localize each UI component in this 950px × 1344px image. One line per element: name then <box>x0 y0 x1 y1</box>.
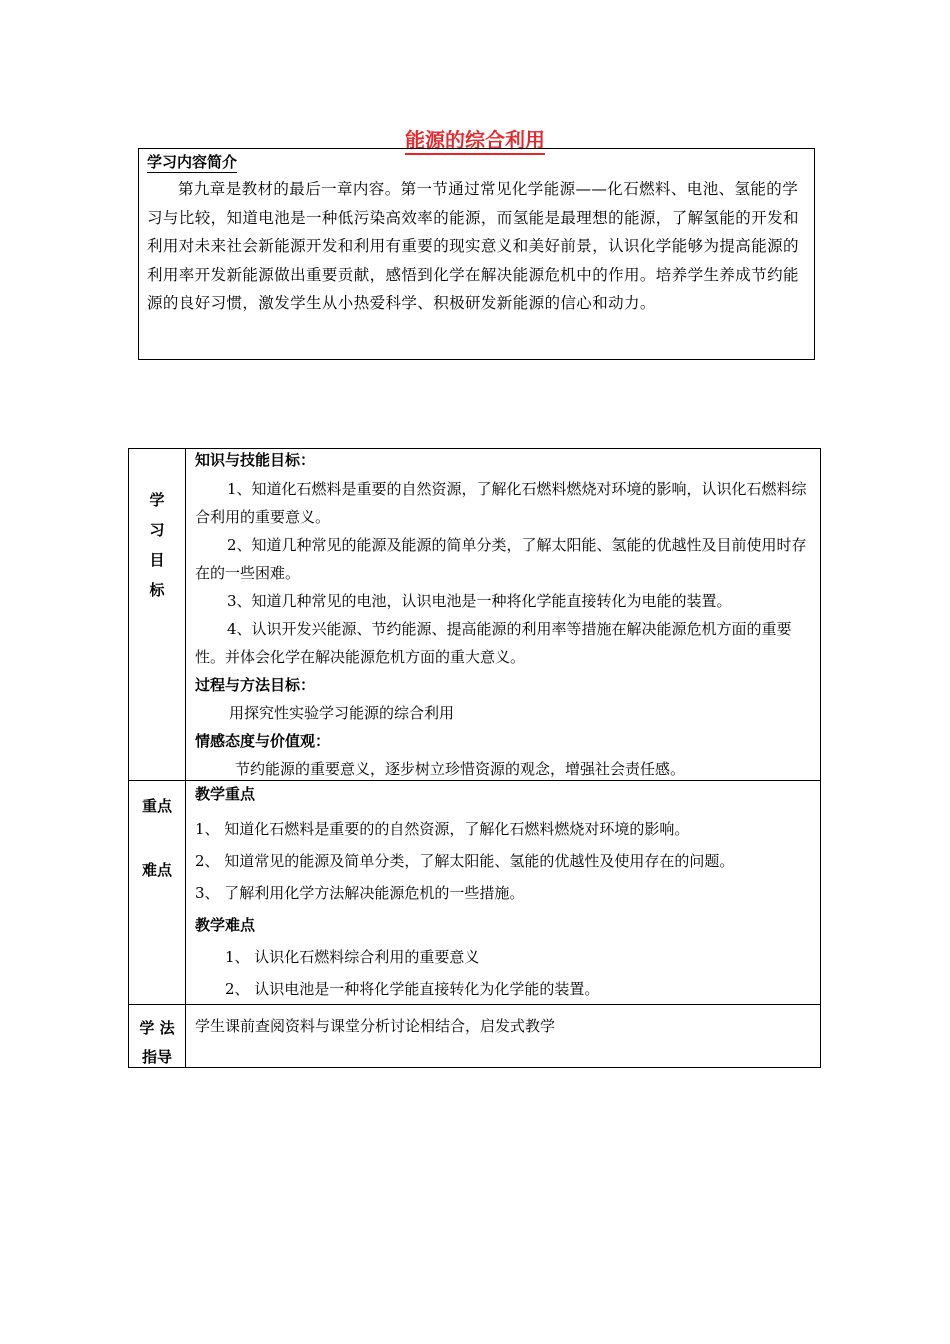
emotion-heading: 情感态度与价值观： <box>195 732 331 750</box>
process-text: 用探究性实验学习能源的综合利用 <box>229 704 455 722</box>
difficulty-item: 2、 认识电池是一种将化学能直接转化为化学能的装置。 <box>225 980 600 998</box>
focus-item: 1、 知道化石燃料是重要的的自然资源，了解化石燃料燃烧对环境的影响。 <box>195 820 690 838</box>
focus-heading: 教学重点 <box>195 785 256 803</box>
goal-item: 4、认识开发兴能源、节约能源、提高能源的利用率等措施在解决能源危机方面的重要性。并体会化学在解决能源危机方面的重大意义。 <box>195 620 792 666</box>
keypoints-label-top: 重点 <box>141 797 172 815</box>
intro-body: 第九章是教材的最后一章内容。第一节通过常见化学能源——化石燃料、电池、氢能的学习与比较，知道电池是一种低污染高效率的能源，而氢能是最理想的能源，了解氢能的开发和利用对未来社会新能源开发和利用有重要的现实意义和美好前景，认识化学能够为提高能源的利用率开发新能源做出重要贡献，感悟到化学在解决能源危机中的作用。培养学生养成节约能源的良好习惯，激发学生从小热爱科学、积极研发新能源的信心和动力。 <box>147 180 799 312</box>
goals-label-char: 目 <box>149 551 165 569</box>
method-text: 学生课前查阅资料与课堂分析讨论相结合，启发式教学 <box>195 1017 556 1035</box>
goals-label-char: 学 <box>149 491 165 509</box>
goals-label <box>129 493 185 613</box>
emotion-text: 节约能源的重要意义，逐步树立珍惜资源的观念，增强社会责任感。 <box>235 760 686 778</box>
difficulty-heading: 教学难点 <box>195 916 256 934</box>
intro-heading: 学习内容简介 <box>147 153 238 171</box>
column-divider <box>185 449 186 1067</box>
method-label-bottom: 指导 <box>141 1048 172 1066</box>
process-heading: 过程与方法目标： <box>195 676 316 694</box>
page-title: 能源的综合利用 <box>0 124 950 153</box>
knowledge-heading: 知识与技能目标： <box>195 451 316 469</box>
keypoints-content <box>195 783 815 1005</box>
keypoints-label-bottom: 难点 <box>141 861 172 879</box>
focus-item: 3、 了解利用化学方法解决能源危机的一些措施。 <box>195 884 525 902</box>
goal-item: 3、知道几种常见的电池，认识电池是一种将化学能直接转化为电能的装置。 <box>227 592 732 610</box>
focus-item: 2、 知道常见的能源及简单分类，了解太阳能、氢能的优越性及使用存在的问题。 <box>195 852 735 870</box>
goal-item: 2、知道几种常见的能源及能源的简单分类，了解太阳能、氢能的优越性及目前使用时存在的一些困难。 <box>195 536 807 582</box>
goals-content <box>195 451 815 783</box>
intro-box <box>138 148 815 360</box>
goal-item: 1、知道化石燃料是重要的自然资源，了解化石燃料燃烧对环境的影响，认识化石燃料综合利用的重要意义。 <box>195 480 807 526</box>
goals-label-char: 标 <box>149 581 165 599</box>
method-label-top: 学 法 <box>139 1019 175 1037</box>
difficulty-item: 1、 认识化石燃料综合利用的重要意义 <box>225 948 480 966</box>
goals-label-char: 习 <box>149 521 165 539</box>
lesson-table <box>128 448 821 1068</box>
